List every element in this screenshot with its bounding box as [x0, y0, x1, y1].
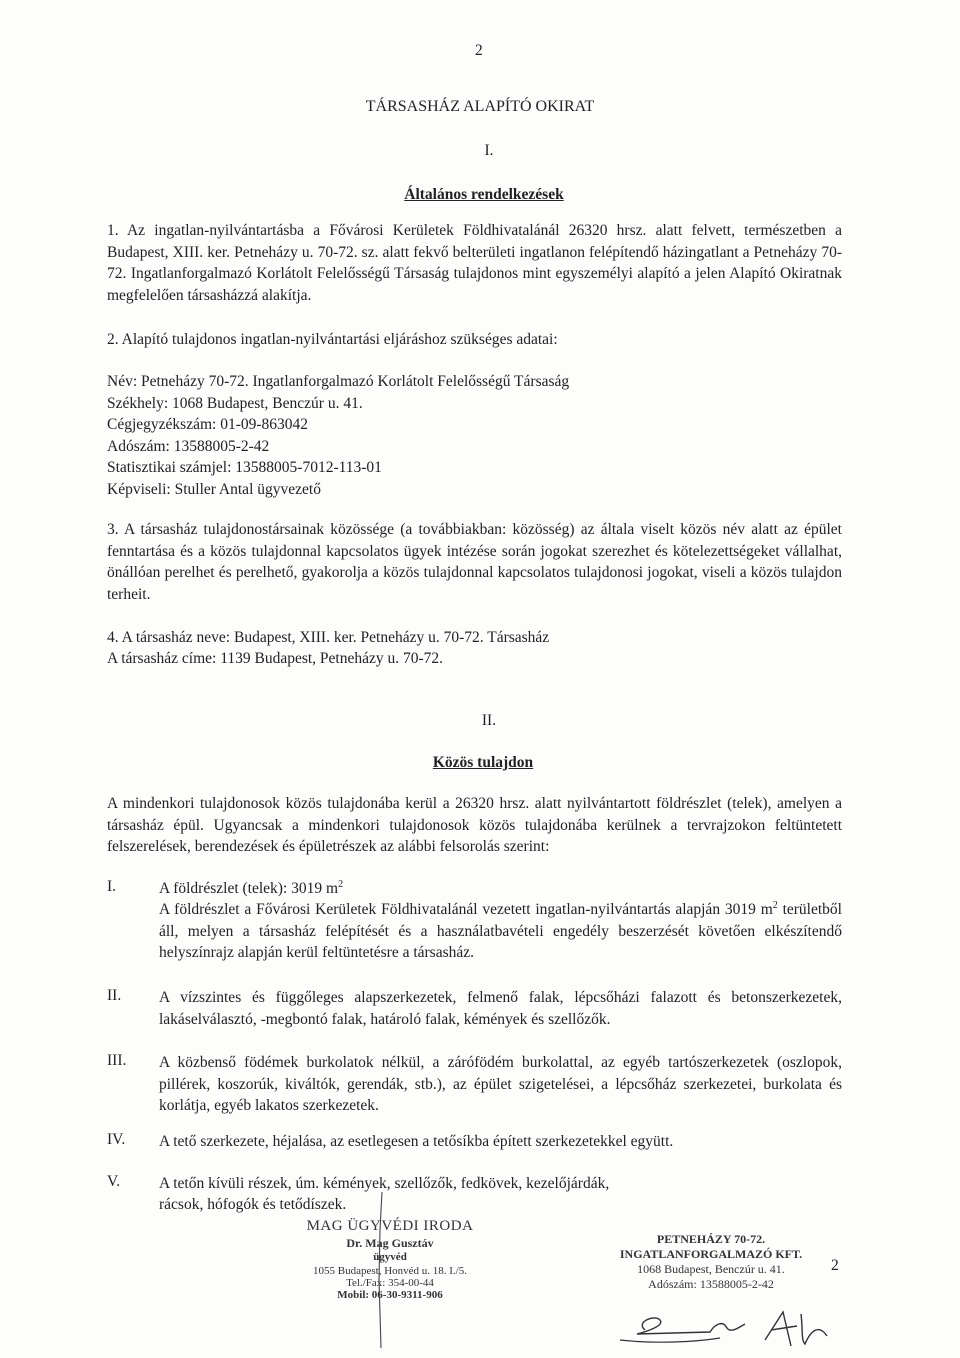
- document-title: TÁRSASHÁZ ALAPÍTÓ OKIRAT: [365, 98, 595, 115]
- company-stamp: [596, 1232, 826, 1292]
- stamp-company-tax: Adószám: 13588005-2-42: [648, 1277, 774, 1291]
- item-5-number: V.: [107, 1173, 121, 1190]
- stamp-company-line-1: PETNEHÁZY 70-72.: [656, 1232, 766, 1246]
- stamp-mobile: Mobil: 06-30-9311-906: [337, 1289, 443, 1301]
- paragraph-4-line-2: A társasház címe: 1139 Budapest, Petneházy u. 70-72.: [107, 650, 444, 667]
- handwritten-signature: [615, 1300, 855, 1358]
- stamp-company-address: 1068 Budapest, Benczúr u. 41.: [637, 1262, 785, 1276]
- signature-stroke-left: [370, 1190, 390, 1350]
- item-1-body: A földrészlet a Fővárosi Kerületek Földhivatalánál vezetett ingatlan-nyilvántartás alapján 3019 $m^2$ területből áll, melyen a társasház felépítését és a használatbavételi engedély beszerzését követően elkészítendő helyszínrajz alapján kerül feltüntetésre a társasház.: [159, 899, 842, 961]
- section-1-number: I.: [484, 142, 494, 159]
- stamp-phone: Tel./Fax: 354-00-44: [346, 1277, 434, 1289]
- detail-company-reg: Cégjegyzékszám: 01-09-863042: [107, 416, 309, 433]
- page-number: 2: [475, 42, 483, 59]
- founder-details: [107, 371, 569, 500]
- stamp-lawyer-name: Dr. Mag Gusztáv: [346, 1236, 434, 1250]
- item-3-body: A közbenső födémek burkolatok nélkül, a zárófödém burkolattal, az egyéb tartószerkezetek (oszlopok, pillérek, koszorúk, kiváltók, gerendák, stb.), az épület szigetelései, a lépcsőház szerkezetei, burkolata és korlátja, egyéb lakatos szerkezetek.: [159, 1054, 842, 1114]
- section-2-heading: Közös tulajdon: [432, 754, 534, 771]
- item-5-line-1: A tetőn kívüli részek, úm. kémények, szellőzők, fedkövek, kezelőjárdák,: [159, 1175, 610, 1192]
- paragraph-4-line-1: 4. A társasház neve: Budapest, XIII. ker. Petneházy u. 70-72. Társasház: [107, 629, 550, 646]
- law-office-stamp: [280, 1218, 500, 1301]
- paragraph-2-intro: 2. Alapító tulajdonos ingatlan-nyilvántartási eljáráshoz szükséges adatai:: [107, 331, 558, 348]
- detail-seat: Székhely: 1068 Budapest, Benczúr u. 41.: [107, 394, 363, 412]
- item-1-number: I.: [107, 878, 117, 895]
- item-4-body: A tető szerkezete, héjalása, az esetlegesen a tetősíkba épített szerkezetekkel együtt.: [159, 1133, 674, 1150]
- section-1-heading: Általános rendelkezések: [404, 186, 564, 203]
- item-2-number: II.: [107, 987, 122, 1004]
- stamp-lawyer-title: ügyvéd: [373, 1251, 407, 1263]
- section-2-intro: A mindenkori tulajdonosok közös tulajdonába kerül a 26320 hrsz. alatt nyilvántartott földrészlet (telek), amelyen a társasház épül. Ugyancsak a mindenkori tulajdonosok közös tulajdonába kerülnek a tervrajzokon feltüntetett felszerelések, berendezések és épületrészek az alábbi felsorolás szerint:: [107, 795, 842, 855]
- item-3-number: III.: [107, 1052, 127, 1069]
- margin-page-mark: 2: [831, 1257, 839, 1274]
- section-2-number: II.: [481, 712, 497, 729]
- item-5-line-2: rácsok, hófogók és tetődíszek.: [159, 1196, 347, 1213]
- stamp-company-line-2: INGATLANFORGALMAZÓ KFT.: [619, 1247, 803, 1261]
- detail-representative: Képviseli: Stuller Antal ügyvezető: [107, 480, 321, 498]
- stamp-address: 1055 Budapest, Honvéd u. 18. I./5.: [313, 1265, 467, 1277]
- detail-stat-number: Statisztikai számjel: 13588005-7012-113-01: [107, 459, 382, 476]
- stamp-office-name: MAG ÜGYVÉDI IRODA: [306, 1218, 474, 1234]
- detail-name: Név: Petneházy 70-72. Ingatlanforgalmazó Korlátolt Felelősségű Társaság: [107, 373, 570, 390]
- item-1-title: A földrészlet (telek): 3019 $m^2$: [159, 878, 344, 897]
- item-2-body: A vízszintes és függőleges alapszerkezetek, felmenő falak, lépcsőházi falazott és betonszerkezetek, lakáselválasztó, -megbontó falak, határoló falak, kémények és szellőzők.: [159, 989, 842, 1028]
- detail-tax-number: Adószám: 13588005-2-42: [107, 437, 270, 455]
- paragraph-3: 3. A társasház tulajdonostársainak közössége (a továbbiakban: közösség) az általa viselt közös név alatt az épület fenntartása és a közös tulajdonnal kapcsolatos ügyek intézése során jogokat szerezhet és kötelezettségeket vállalhat, önállóan perelhet és perelhető, gyakorolja a közös tulajdonnal kapcsolatos tulajdonosi jogokat, viseli a közös tulajdon terheit.: [107, 521, 842, 603]
- paragraph-1: 1. Az ingatlan-nyilvántartásba a Fővárosi Kerületek Földhivatalánál 26320 hrsz. alatt felvett, természetben a Budapest, XIII. ker. Petneházy u. 70-72. sz. alatt fekvő belterületi ingatlanon felépítendő házingatlant a Petneházy 70-72. Ingatlanforgalmazó Korlátolt Felelősségű Társaság tulajdonos mint egyszemélyi alapító a jelen Alapító Okiratnak megfelelően társasházzá alakítja.: [107, 222, 842, 304]
- item-4-number: IV.: [107, 1131, 126, 1148]
